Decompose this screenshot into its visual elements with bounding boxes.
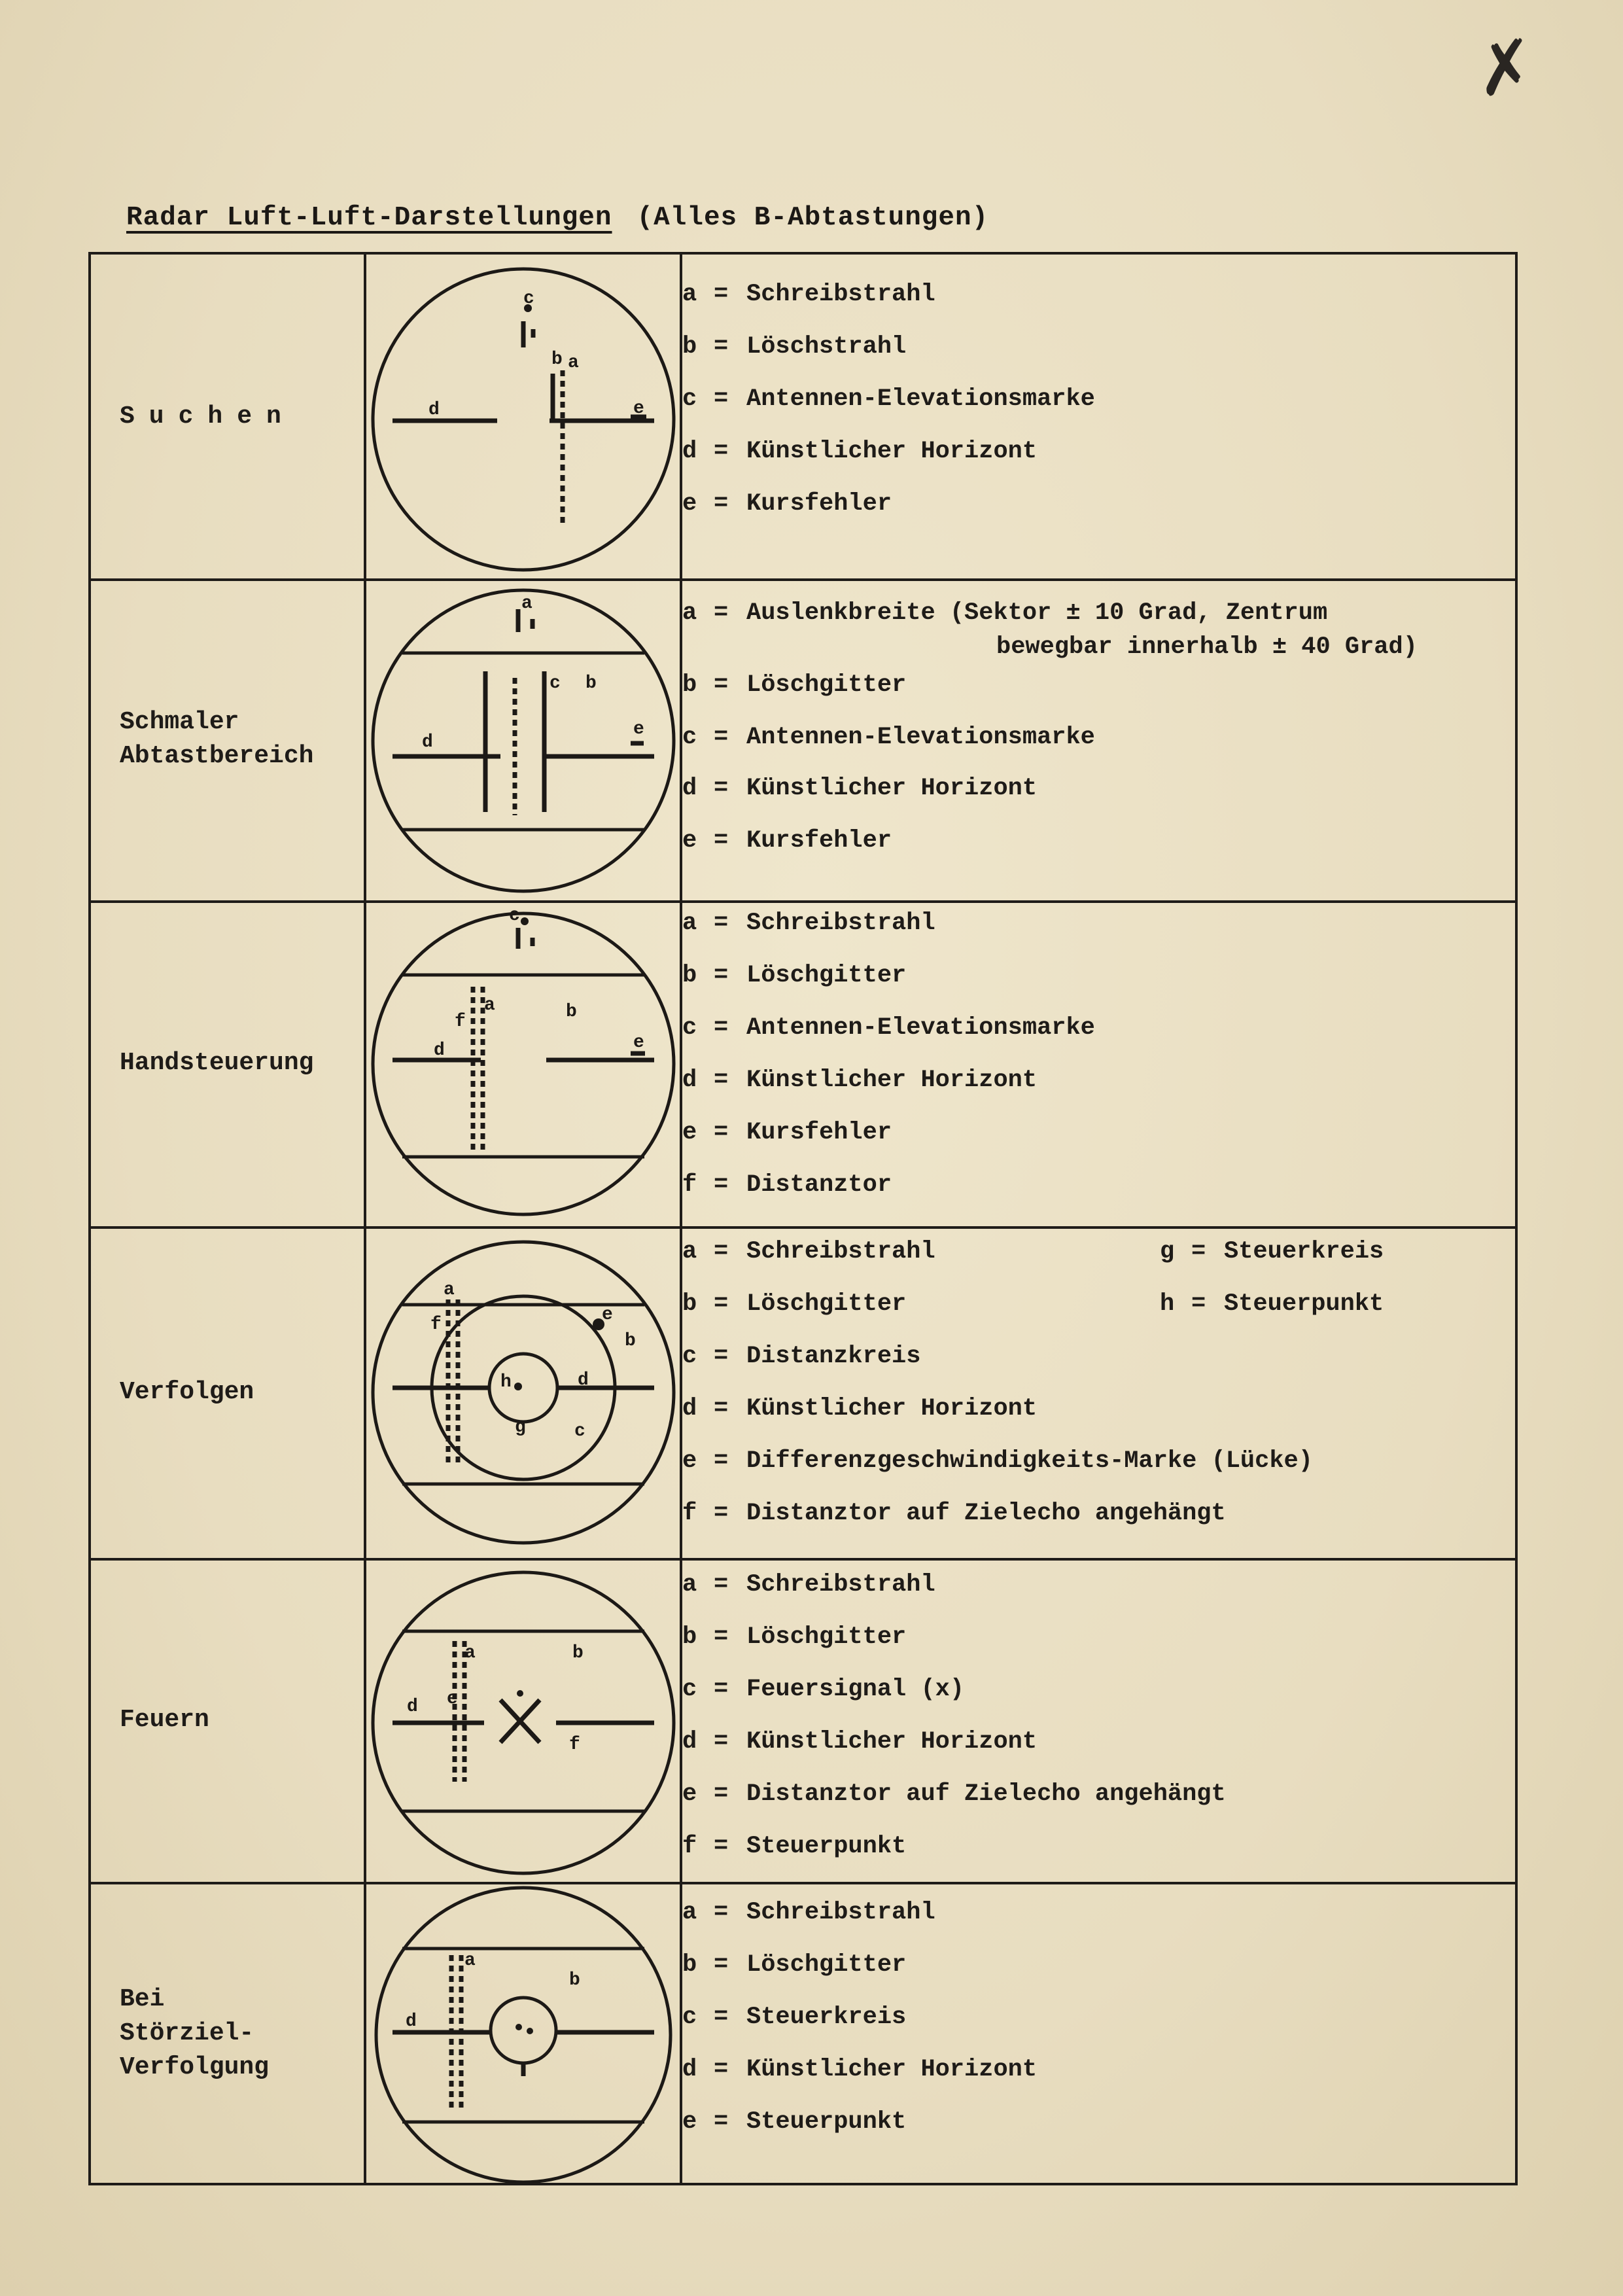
table-row-handsteuerung [91, 900, 1515, 1229]
scope-letter: d [434, 1040, 445, 1061]
legend-item: f = Distanztor auf Zielecho angehängt [682, 1500, 1226, 1527]
scope-diagram-feuern [366, 1558, 680, 1882]
legend-item: d = Künstlicher Horizont [682, 2056, 1038, 2083]
table-row-feuern [91, 1558, 1515, 1884]
legend-item: b = Löschgitter [682, 1290, 907, 1318]
scope-letter: b [551, 349, 563, 370]
scope-letter: e [633, 1033, 644, 1053]
row-label: Suchen [120, 402, 296, 431]
legend-item: d = Künstlicher Horizont [682, 775, 1038, 802]
scope-letter: f [430, 1315, 442, 1335]
scope-letter: d [428, 400, 440, 420]
legend-cell [682, 255, 1515, 578]
table-row-suchen [91, 255, 1515, 581]
scope-letter: f [455, 1012, 466, 1032]
table-row-schmaler-abtastbereich [91, 578, 1515, 903]
legend-item: b = Löschgitter [682, 962, 907, 989]
scope-letter: a [464, 1643, 476, 1663]
legend-item: c = Steuerkreis [682, 2004, 907, 2031]
legend-item-right: h = Steuerpunkt [1160, 1290, 1384, 1318]
legend-item: f = Steuerpunkt [682, 1833, 907, 1860]
scope-letter: e [633, 719, 644, 739]
scope-letter: b [569, 1970, 580, 1990]
scope-diagram-handsteuerung [366, 900, 680, 1226]
legend-cell [682, 1882, 1515, 2185]
row-label-cell [91, 578, 366, 900]
scope-letter: a [521, 593, 532, 614]
scope-letter: c [574, 1421, 585, 1441]
scope-letter: f [569, 1735, 580, 1755]
legend-item: f = Distanztor [682, 1171, 892, 1199]
legend-item: e = Kursfehler [682, 490, 892, 518]
scope-cell [366, 900, 682, 1226]
legend-cell [682, 578, 1515, 900]
legend-item: d = Künstlicher Horizont [682, 1395, 1038, 1422]
scope-letter: b [572, 1643, 584, 1663]
scope-letter: b [566, 1002, 577, 1022]
scope-letter: g [515, 1417, 526, 1438]
legend-item: b = Löschgitter [682, 1951, 907, 1979]
legend-cell [682, 900, 1515, 1226]
row-label-cell [91, 900, 366, 1226]
legend-item: d = Künstlicher Horizont [682, 1067, 1038, 1094]
legend-item: b = Löschgitter [682, 671, 907, 699]
legend-item: e = Distanztor auf Zielecho angehängt [682, 1780, 1226, 1808]
scope-letter: a [464, 1951, 476, 1971]
scope-diagram-verfolgen [366, 1226, 680, 1558]
scope-cell [366, 255, 682, 578]
legend-item: e = Steuerpunkt [682, 2108, 907, 2136]
table-row-stoerziel-verfolgung [91, 1882, 1515, 2185]
title-sub: (Alles B-Abtastungen) [637, 203, 989, 233]
scope-letter: e [602, 1305, 613, 1325]
scope-letter: e [633, 398, 644, 419]
legend-item: c = Feuersignal (x) [682, 1676, 965, 1703]
row-label-cell [91, 1558, 366, 1882]
scope-letter: e [447, 1689, 458, 1709]
scope-diagram-suchen [366, 255, 680, 578]
table-row-verfolgen [91, 1226, 1515, 1561]
legend-item: a = Auslenkbreite (Sektor ± 10 Grad, Zentrum [682, 599, 1328, 627]
legend-item: c = Antennen-Elevationsmarke [682, 1014, 1095, 1042]
legend-item: c = Antennen-Elevationsmarke [682, 724, 1095, 751]
scope-letter: d [407, 1697, 418, 1717]
legend-item: e = Differenzgeschwindigkeits-Marke (Lücke) [682, 1447, 1313, 1475]
row-label: Handsteuerung [120, 1049, 314, 1077]
row-label-cell [91, 255, 366, 578]
scope-letter: a [444, 1280, 455, 1300]
legend-cell [682, 1558, 1515, 1882]
legend-item: a = Schreibstrahl [682, 281, 935, 308]
scope-letter: a [484, 995, 495, 1016]
row-label: Schmaler Abtastbereich [120, 708, 314, 770]
scope-letter: c [523, 289, 534, 309]
row-label: Verfolgen [120, 1377, 254, 1406]
page-check-mark: ✗ [1469, 22, 1541, 114]
legend-item: c = Antennen-Elevationsmarke [682, 385, 1095, 413]
legend-item: b = Löschgitter [682, 1623, 907, 1651]
row-label-cell [91, 1882, 366, 2185]
legend-item: e = Kursfehler [682, 1119, 892, 1146]
scope-cell [366, 1558, 682, 1882]
scope-diagram-schmaler-abtastbereich [366, 578, 680, 900]
scope-letter: d [578, 1370, 589, 1390]
row-label: Bei Störziel- Verfolgung [120, 1985, 270, 2081]
display-table [88, 252, 1518, 2185]
legend-item: a = Schreibstrahl [682, 1899, 935, 1926]
scope-letter: b [585, 673, 597, 694]
legend-item: e = Kursfehler [682, 827, 892, 855]
legend-cell [682, 1226, 1515, 1558]
scope-letter: d [422, 732, 433, 752]
scope-letter: b [625, 1331, 636, 1351]
legend-item: a = Schreibstrahl [682, 1238, 935, 1265]
scope-letter: d [406, 2011, 417, 2032]
legend-item: c = Distanzkreis [682, 1343, 921, 1370]
scope-cell [366, 578, 682, 900]
legend-item: b = Löschstrahl [682, 333, 907, 361]
legend-item: a = Schreibstrahl [682, 1571, 935, 1598]
scope-cell [366, 1226, 682, 1558]
page-title [126, 203, 988, 233]
title-main: Radar Luft-Luft-Darstellungen [126, 203, 612, 233]
legend-item: d = Künstlicher Horizont [682, 438, 1038, 465]
scope-diagram-stoerziel-verfolgung [366, 1882, 680, 2185]
scope-letter: a [568, 353, 579, 373]
scope-letter: c [550, 673, 561, 694]
row-label-cell [91, 1226, 366, 1558]
scope-letter: h [500, 1372, 512, 1392]
legend-item-continuation: bewegbar innerhalb ± 40 Grad) [996, 633, 1418, 661]
legend-item: d = Künstlicher Horizont [682, 1728, 1038, 1756]
scope-cell [366, 1882, 682, 2185]
row-label: Feuern [120, 1705, 209, 1734]
legend-item-right: g = Steuerkreis [1160, 1238, 1384, 1265]
legend-item: a = Schreibstrahl [682, 910, 935, 937]
scope-letter: c [509, 906, 520, 926]
